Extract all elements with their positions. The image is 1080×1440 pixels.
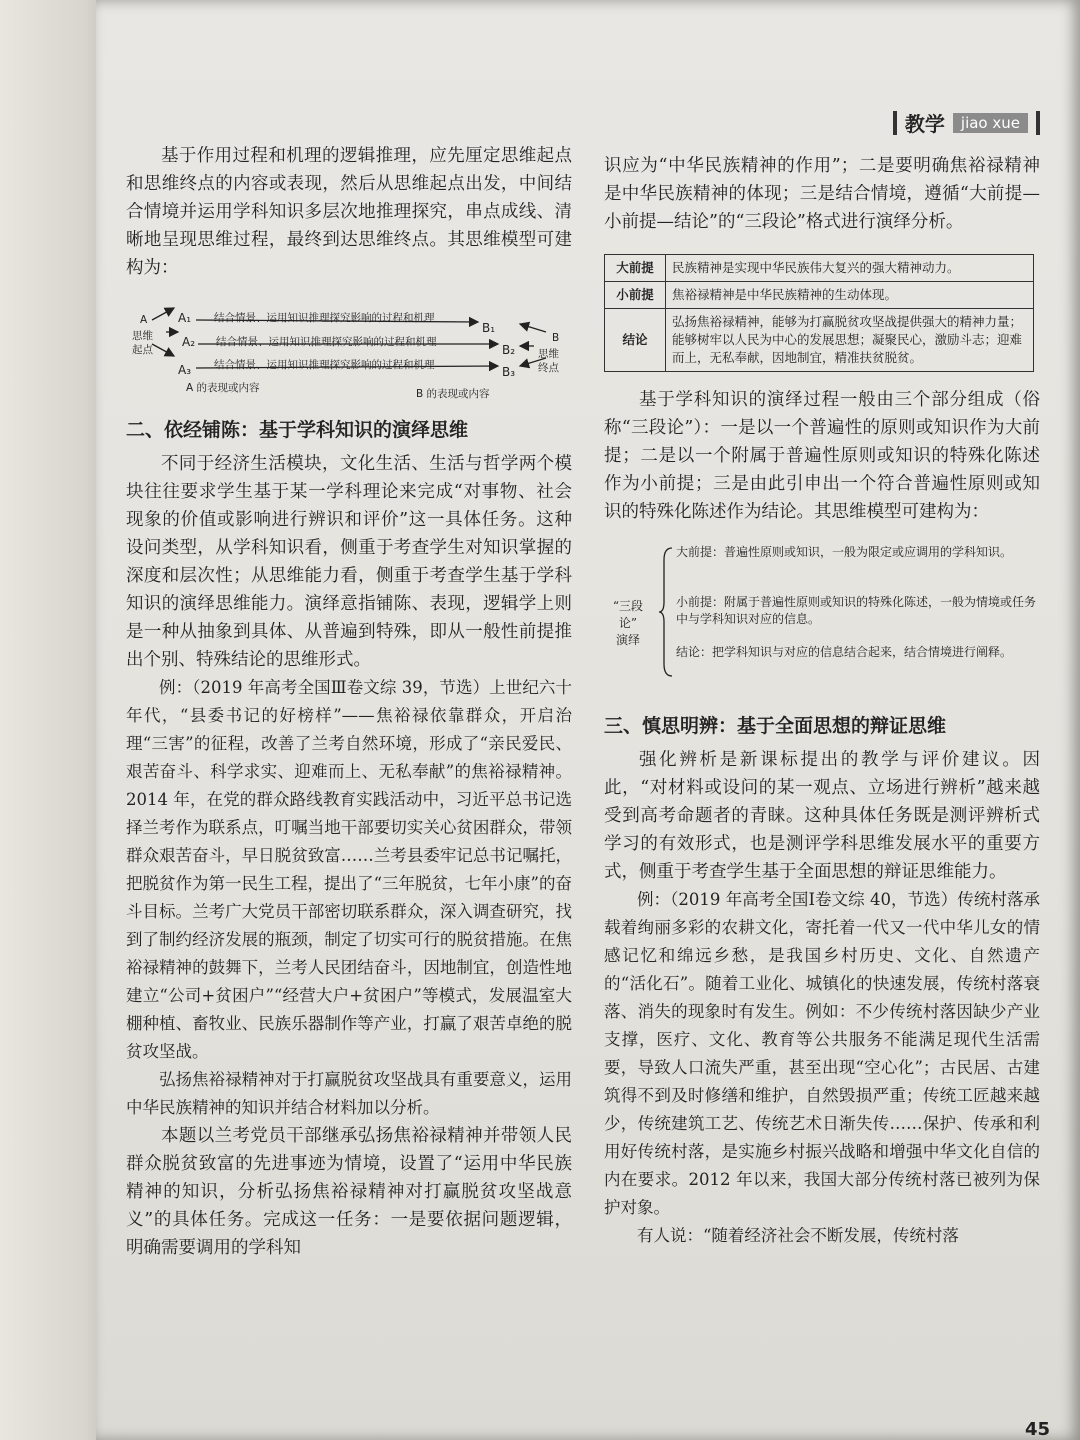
left-column	[126, 142, 572, 1262]
diagram-arrow-text-3: 结合情景、运用知识推理探究影响的过程和机理	[214, 359, 435, 371]
diagram-a2: A₂	[182, 335, 196, 349]
diagram-b2: B₂	[502, 343, 516, 357]
syllogism-item-minor: 小前提：附属于普遍性原则或知识的特殊化陈述，一般为情境或任务中与学科知识对应的信息。	[676, 595, 1037, 626]
syllogism-item-major: 大前提：普遍性原则或知识，一般为限定或应调用的学科知识。	[676, 545, 1013, 559]
syllogism-item-conclusion: 结论：把学科知识与对应的信息结合起来，结合情境进行阐释。	[676, 645, 1013, 659]
right-paragraph-1: 识应为“中华民族精神的作用”；二是要明确焦裕禄精神是中华民族精神的体现；三是结合情境，遵循“大前提—小前提—结论”的“三段论”格式进行演绎分析。	[604, 156, 1040, 232]
diagram-arrow-text-1: 结合情景、运用知识推理探究影响的过程和机理	[214, 312, 435, 324]
diagram-a3: A₃	[178, 363, 192, 377]
diagram-b-caption: B 的表现或内容	[416, 388, 490, 400]
left-paragraph-1: 基于作用过程和机理的逻辑推理，应先厘定思维起点和思维终点的内容或表现，然后从思维起点出发，中间结合情境并运用学科知识多层次地推理探究，串点成线、清晰地呈现思维过程，最终到达思维终点。其思维模型可建构为：	[126, 146, 572, 278]
left-paragraph-5: 本题以兰考党员干部继承弘扬焦裕禄精神并带领人民群众脱贫致富的先进事迹为情境，设置了“运用中华民族精神的知识，分析弘扬焦裕禄精神对打赢脱贫攻坚战意义”的具体任务。完成这一任务：一是要依据问题逻辑，明确需要调用的学科知	[126, 1126, 572, 1258]
right-column	[604, 152, 1040, 1250]
table-key-minor: 小前提	[605, 282, 666, 309]
header-title: 教学	[904, 112, 945, 136]
left-example-text: 例：（2019 年高考全国Ⅲ卷文综 39，节选）上世纪六十年代，“县委书记的好榜样”——焦裕禄依靠群众，开启治理“三害”的征程，改善了兰考自然环境，形成了“亲民爱民、艰苦奋斗、科学求实、迎难而上、无私奉献”的焦裕禄精神。2014 年，在党的群众路线教育实践活动中，习近平总书记选择兰考作为联系点，叮嘱当地干部要切实关心贫困群众，带领群众艰苦奋斗，早日脱贫致富……兰考县委牢记总书记嘱托，把脱贫作为第一民生工程，提出了“三年脱贫，七年小康”的奋斗目标。兰考广大党员干部密切联系群众，深入调查研究，找到了制约经济发展的瓶颈，制定了切实可行的脱贫措施。在焦裕禄精神的鼓舞下，兰考人民团结奋斗，因地制宜，创造性地建立“公司+贫困户”“经营大户+贫困户”等模式，发展温室大棚种植、畜牧业、民族乐器制作等产业，打赢了艰苦卓绝的脱贫攻坚战。	[126, 678, 572, 1061]
diagram-start-label: 思维	[132, 330, 153, 342]
syllogism-model-diagram	[604, 540, 1040, 690]
diagram-end-label: 思维	[538, 348, 559, 360]
table-key-major: 大前提	[605, 255, 666, 282]
brace-icon	[658, 546, 674, 678]
syllogism-table	[604, 254, 1034, 372]
right-paragraph-3: 强化辨析是新课标提出的教学与评价建议。因此，“对材料或设问的某一观点、立场进行辨析”越来越受到高考命题者的青睐。这种具体任务既是测评辨析式学习的有效形式，也是测评学科思维发展水平的重要方式，侧重于考查学生基于全面思想的辩证思维能力。	[604, 750, 1040, 882]
diagram-b1: B₁	[482, 321, 496, 335]
table-row	[605, 309, 1034, 372]
section-heading-2: 二、依经铺陈：基于学科知识的演绎思维	[126, 419, 469, 441]
page-number: 45	[1024, 1419, 1050, 1440]
table-row	[605, 255, 1034, 282]
diagram-a-label: A	[140, 314, 148, 326]
right-paragraph-5: 有人说：“随着经济社会不断发展，传统村落	[637, 1226, 959, 1245]
diagram-a-caption: A 的表现或内容	[186, 382, 260, 394]
diagram-end-label-2: 终点	[538, 362, 559, 374]
header-bar-left	[893, 111, 897, 135]
diagram-arrow-text-2: 结合情景、运用知识推理探究影响的过程和机理	[216, 336, 437, 348]
header-bar-right	[1036, 111, 1040, 135]
syllogism-label-1: “三段论”	[612, 599, 644, 630]
reasoning-model-diagram	[126, 298, 572, 398]
section-heading-3: 三、慎思明辨：基于全面思想的辩证思维	[604, 715, 947, 737]
syllogism-model-label	[604, 598, 652, 649]
table-key-conclusion: 结论	[605, 309, 666, 372]
diagram-start-label-2: 起点	[132, 344, 153, 356]
table-value-minor: 焦裕禄精神是中华民族精神的生动体现。	[666, 282, 1034, 309]
header-pinyin: jiao xue	[953, 113, 1028, 133]
diagram-a1: A₁	[178, 311, 192, 325]
syllogism-label-2: 演绎	[615, 633, 640, 647]
section-header	[893, 108, 1040, 137]
left-paragraph-2: 不同于经济生活模块，文化生活、生活与哲学两个模块往往要求学生基于某一学科理论来完成“对事物、社会现象的价值或影响进行辨识和评价”这一具体任务。这种设问类型，从学科知识看，侧重于考查学生对知识掌握的深度和层次性；从思维能力看，侧重于考查学生基于学科知识的演绎思维能力。演绎意指铺陈、表现，逻辑学上则是一种从抽象到具体、从普遍到特殊，即从一般性前提推出个别、特殊结论的思维形式。	[126, 454, 572, 670]
diagram-b-label: B	[552, 332, 560, 344]
right-example-text: 例：（2019 年高考全国Ⅰ卷文综 40，节选）传统村落承载着绚丽多彩的农耕文化，寄托着一代又一代中华儿女的情感记忆和绵远乡愁，是我国乡村历史、文化、自然遗产的“活化石”。随着工业化、城镇化的快速发展，传统村落衰落、消失的现象时有发生。例如：不少传统村落因缺少产业支撑，医疗、文化、教育等公共服务不能满足现代生活需要，导致人口流失严重，甚至出现“空心化”；古民居、古建筑得不到及时修缮和维护，自然毁损严重；传统工匠越来越少，传统建筑工艺、传统艺术日渐失传……保护、传承和利用好传统村落，是实施乡村振兴战略和增强中华文化自信的内在要求。2012 年以来，我国大部分传统村落已被列为保护对象。	[604, 890, 1040, 1217]
table-row	[605, 282, 1034, 309]
table-value-conclusion: 弘扬焦裕禄精神，能够为打赢脱贫攻坚战提供强大的精神力量；能够树牢以人民为中心的发展思想；凝聚民心，激励斗志；迎难而上，无私奉献，因地制宜，精准扶贫脱贫。	[666, 309, 1034, 372]
diagram-b3: B₃	[502, 365, 516, 379]
left-question-text: 弘扬焦裕禄精神对于打赢脱贫攻坚战具有重要意义，运用中华民族精神的知识并结合材料加以分析。	[126, 1070, 572, 1117]
table-value-major: 民族精神是实现中华民族伟大复兴的强大精神动力。	[666, 255, 1034, 282]
right-paragraph-2: 基于学科知识的演绎过程一般由三个部分组成（俗称“三段论”）：一是以一个普遍性的原则或知识作为大前提；二是以一个附属于普遍性原则或知识的特殊化陈述作为小前提；三是由此引申出一个符合普遍性原则或知识的特殊化陈述作为结论。其思维模型可建构为：	[604, 390, 1040, 522]
